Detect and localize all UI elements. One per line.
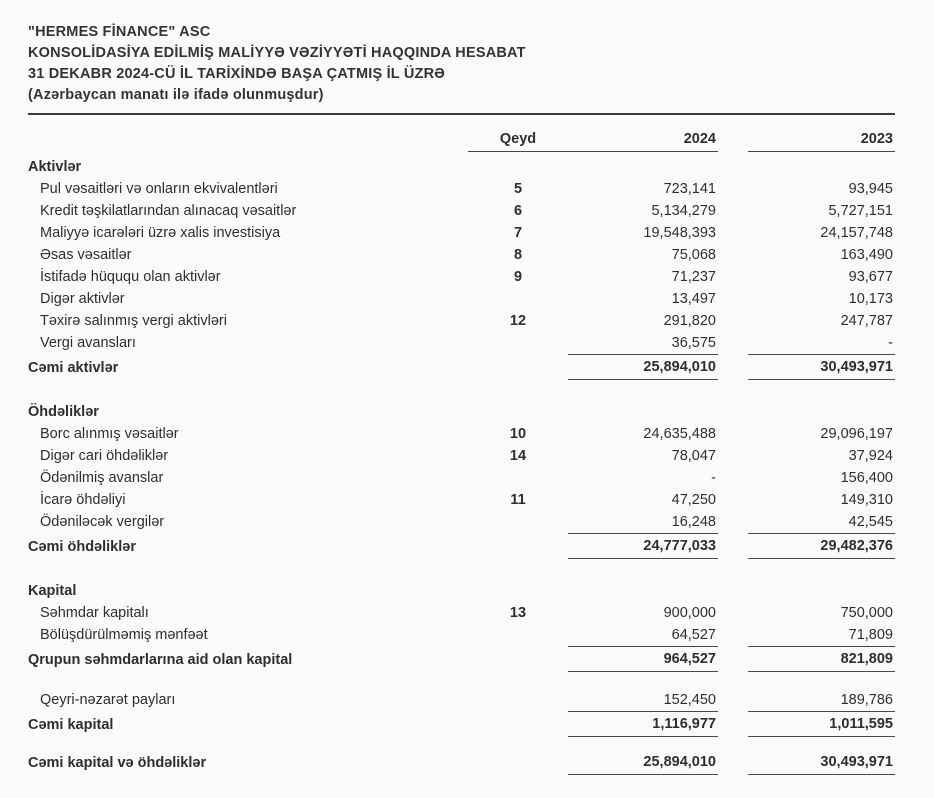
column-header-note: Qeyd (468, 129, 568, 152)
row-label: Maliyyə icarələri üzrə xalis investisiya (40, 225, 281, 241)
value-2024: 25,894,010 (568, 750, 718, 775)
table-row (28, 489, 895, 511)
value-2023: 71,809 (848, 627, 893, 643)
statement-title: KONSOLİDASİYA EDİLMİŞ MALİYYƏ VƏZİYYƏTİ HAQQINDA HESABAT (28, 45, 526, 61)
value-2023: 30,493,971 (748, 750, 895, 775)
value-2023 (748, 401, 895, 423)
table-row (28, 511, 895, 533)
column-gap (718, 401, 748, 423)
value-2024: 36,575 (671, 335, 716, 351)
value-2023: 189,786 (840, 692, 893, 708)
value-2023: 24,157,748 (820, 225, 893, 241)
row-label: İcarə öhdəliyi (40, 492, 126, 508)
column-gap (718, 332, 748, 354)
row-label: Əsas vəsaitlər (40, 247, 132, 263)
value-2024: 900,000 (663, 605, 716, 621)
note-number (468, 467, 568, 489)
row-label: İstifadə hüququ olan aktivlər (40, 269, 221, 285)
column-gap (718, 713, 748, 737)
column-header-2024: 2024 (568, 129, 718, 152)
column-header-2023: 2023 (748, 129, 895, 152)
column-gap (718, 222, 748, 244)
note-number (468, 535, 568, 559)
row-label: Cəmi öhdəliklər (28, 539, 136, 555)
note-number: 14 (509, 448, 527, 464)
note-number (468, 288, 568, 310)
note-number (468, 356, 568, 380)
value-2024: - (711, 470, 716, 486)
column-gap (718, 489, 748, 511)
value-2023: 149,310 (840, 492, 893, 508)
row-spacer (28, 737, 895, 750)
value-2023: 750,000 (840, 605, 893, 621)
column-gap (718, 624, 748, 646)
column-gap (718, 751, 748, 775)
row-label: Kredit təşkilatlarından alınacaq vəsaitlər (40, 203, 297, 219)
row-spacer (28, 380, 895, 401)
note-number: 5 (513, 181, 523, 197)
value-2024 (568, 580, 718, 602)
value-2024: 964,527 (568, 646, 718, 672)
row-label: Ödənilmiş avanslar (40, 470, 164, 486)
column-gap (718, 648, 748, 672)
title-block (28, 22, 895, 115)
value-2023: 29,482,376 (748, 533, 895, 559)
note-number (468, 624, 568, 646)
column-gap (718, 266, 748, 288)
value-2024: 152,450 (663, 692, 716, 708)
column-gap (718, 602, 748, 624)
note-number: 7 (513, 225, 523, 241)
row-label: Bölüşdürülməmiş mənfəət (40, 627, 208, 643)
value-2024: 24,777,033 (568, 533, 718, 559)
note-number (468, 332, 568, 354)
table-row (28, 200, 895, 222)
value-2024: 1,116,977 (568, 711, 718, 737)
value-2023: 821,809 (748, 646, 895, 672)
value-2023: 42,545 (848, 514, 893, 530)
row-label: Digər cari öhdəliklər (40, 448, 169, 464)
column-gap (718, 200, 748, 222)
value-2024: 64,527 (671, 627, 716, 643)
section-header-row (28, 401, 895, 423)
value-2024: 24,635,488 (643, 426, 716, 442)
row-label: Qrupun səhmdarlarına aid olan kapital (28, 652, 293, 668)
total-row (28, 354, 895, 380)
total-row (28, 711, 895, 737)
row-label: Səhmdar kapitalı (40, 605, 149, 621)
table-row (28, 602, 895, 624)
row-label: Vergi avansları (40, 335, 136, 351)
section-header-row (28, 580, 895, 602)
value-2023: - (888, 335, 893, 351)
note-number (468, 713, 568, 737)
table-row (28, 266, 895, 288)
note-number: 12 (509, 313, 527, 329)
column-gap (718, 310, 748, 332)
column-gap (718, 150, 748, 152)
column-gap (718, 288, 748, 310)
table-row (28, 445, 895, 467)
column-gap (718, 511, 748, 533)
header-label-spacer (28, 150, 468, 152)
value-2023: 5,727,151 (828, 203, 893, 219)
table-row (28, 244, 895, 266)
total-row (28, 646, 895, 672)
note-number (468, 580, 568, 602)
value-2023: 29,096,197 (820, 426, 893, 442)
table-header-row (28, 129, 895, 152)
value-2023 (748, 156, 895, 178)
column-gap (718, 244, 748, 266)
row-label: Digər aktivlər (40, 291, 125, 307)
row-label: Qeyri-nəzarət payları (40, 692, 176, 708)
note-number: 6 (513, 203, 523, 219)
value-2024: 291,820 (663, 313, 716, 329)
table-row (28, 332, 895, 354)
note-number (468, 751, 568, 775)
value-2024: 78,047 (671, 448, 716, 464)
value-2023: 93,945 (848, 181, 893, 197)
column-gap (718, 689, 748, 711)
note-number: 10 (509, 426, 527, 442)
table-row (28, 310, 895, 332)
column-gap (718, 156, 748, 178)
table-row (28, 467, 895, 489)
value-2024 (568, 401, 718, 423)
total-row (28, 750, 895, 775)
value-2023: 163,490 (840, 247, 893, 263)
table-row (28, 624, 895, 646)
value-2023: 10,173 (848, 291, 893, 307)
note-number: 8 (513, 247, 523, 263)
column-gap (718, 356, 748, 380)
value-2024: 16,248 (671, 514, 716, 530)
value-2024: 25,894,010 (568, 354, 718, 380)
note-number: 11 (510, 492, 526, 508)
note-number (468, 401, 568, 423)
value-2023 (748, 580, 895, 602)
table-row (28, 423, 895, 445)
row-label: Təxirə salınmış vergi aktivləri (40, 313, 227, 329)
table-row (28, 288, 895, 310)
company-name: "HERMES FİNANCE" ASC (28, 24, 211, 40)
value-2024: 19,548,393 (643, 225, 716, 241)
currency-note: (Azərbaycan manatı ilə ifadə olunmuşdur) (28, 87, 324, 103)
row-label: Borc alınmış vəsaitlər (40, 426, 179, 442)
row-label: Ödəniləcək vergilər (40, 514, 165, 530)
note-number (468, 156, 568, 178)
row-label: Öhdəliklər (28, 404, 99, 420)
value-2023: 156,400 (840, 470, 893, 486)
value-2024: 75,068 (671, 247, 716, 263)
statement-period: 31 DEKABR 2024-CÜ İL TARİXİNDƏ BAŞA ÇATMIŞ İL ÜZRƏ (28, 66, 445, 82)
note-number (468, 689, 568, 711)
value-2023: 37,924 (848, 448, 893, 464)
column-gap (718, 445, 748, 467)
section-header-row (28, 156, 895, 178)
value-2024: 47,250 (671, 492, 716, 508)
row-label: Cəmi kapital (28, 717, 114, 733)
note-number (468, 648, 568, 672)
value-2024: 71,237 (671, 269, 716, 285)
column-gap (718, 580, 748, 602)
table-row (28, 178, 895, 200)
column-gap (718, 178, 748, 200)
column-gap (718, 535, 748, 559)
value-2023: 247,787 (840, 313, 893, 329)
column-gap (718, 467, 748, 489)
row-label: Cəmi aktivlər (28, 360, 119, 376)
statement-table-body (28, 156, 895, 775)
note-number: 13 (509, 605, 527, 621)
value-2023: 30,493,971 (748, 354, 895, 380)
value-2024: 723,141 (663, 181, 716, 197)
total-row (28, 533, 895, 559)
row-label: Pul vəsaitləri və onların ekvivalentləri (40, 181, 278, 197)
row-spacer (28, 559, 895, 580)
row-label: Cəmi kapital və öhdəliklər (28, 755, 207, 771)
table-row (28, 222, 895, 244)
row-spacer (28, 672, 895, 689)
note-number (468, 511, 568, 533)
value-2023: 93,677 (848, 269, 893, 285)
table-row (28, 689, 895, 711)
row-label: Aktivlər (28, 159, 82, 175)
value-2024 (568, 156, 718, 178)
note-number: 9 (513, 269, 523, 285)
value-2024: 13,497 (671, 291, 716, 307)
value-2023: 1,011,595 (748, 711, 895, 737)
column-gap (718, 423, 748, 445)
row-label: Kapital (28, 583, 77, 599)
value-2024: 5,134,279 (651, 203, 716, 219)
